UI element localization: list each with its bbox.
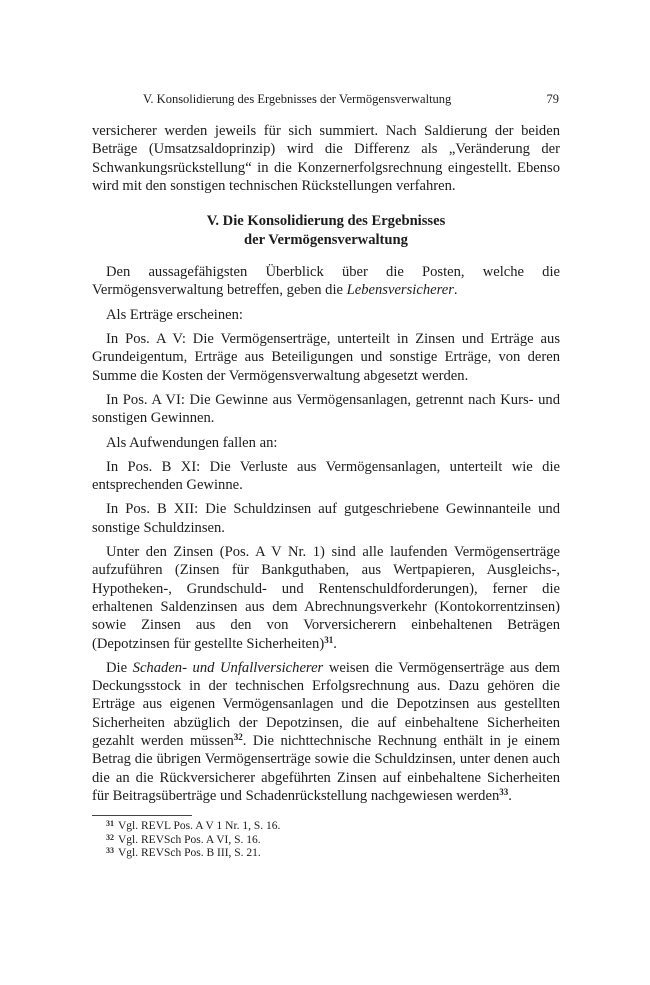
section-heading [92, 212, 560, 250]
page-body [92, 122, 560, 861]
running-header [143, 92, 559, 107]
paragraph-ertraege-intro: Als Erträge erscheinen: [106, 306, 243, 323]
section-heading-line1: V. Die Konsolidierung des Ergebnisses [206, 213, 446, 230]
paragraph-pos-av: In Pos. A V: Die Vermögenserträge, unterteilt in Zinsen und Erträge aus Grundeigentum, Erträge aus Beteiligungen und sonstige Erträge, von deren Summe die Kosten der Vermögensverwaltung abgesetzt werden. [92, 331, 560, 384]
paragraph-aufwendungen-intro: Als Aufwendungen fallen an: [106, 434, 278, 451]
page-number: 79 [546, 92, 559, 106]
paragraph-zinsen: Unter den Zinsen (Pos. A V Nr. 1) sind alle laufenden Vermögenserträge aufzuführen (Zinsen für Bankguthaben, aus Wertpapieren, Ausgleichs-, Hypotheken-, Grundschuld- und Rentenschuldforderungen), ferner die erhaltenen Saldenzinsen aus dem Abrechnungsverkehr (Kontokorrentzinsen) sowie Zinsen aus den von Vorversicherern einbehaltenen Beträgen (Depotzinsen für gestellte Sicherheiten)$^{31}$. [92, 544, 560, 652]
paragraph-overview: Den aussagefähigsten Überblick über die Posten, welche die Vermögensverwaltung betreffen, geben die Lebensversicherer. [92, 264, 560, 299]
footnote-ref-31[interactable]: 31 [324, 634, 334, 645]
paragraph-pos-bxi: In Pos. B XI: Die Verluste aus Vermögensanlagen, unterteilt wie die entsprechenden Gewinne. [92, 458, 560, 494]
footnote-item: $^{33}$ Vgl. REVSch Pos. B III, S. 21. [106, 846, 261, 860]
footnotes [92, 820, 560, 861]
running-title: V. Konsolidierung des Ergebnisses der Vermögensverwaltung [143, 92, 452, 106]
paragraph-intro: versicherer werden jeweils für sich summiert. Nach Saldierung der beiden Beträge (Umsatzsaldoprinzip) wird die Differenz als „Veränderung der Schwankungsrückstellung“ in die Konzernerfolgsrechnung eingestellt. Ebenso wird mit den sonstigen technischen Rückstellungen verfahren. [92, 123, 560, 194]
footnote-divider [92, 815, 192, 816]
paragraph-schadenversicherer: Die Schaden- und Unfallversicherer weisen die Vermögenserträge aus dem Deckungsstock in der technischen Erfolgsrechnung aus. Dazu gehören die Erträge aus eigenen Vermögensanlagen und die Depotzinsen aus gestellten Sicherheiten abzüglich der Depotzinsen, die auf einbehaltene Sicherheiten gezahlt werden müssen$^{32}$. Die nichttechnische Rechnung enthält in je einem Betrag die übrigen Vermögenserträge sowie die Schuldzinsen, unter denen auch die an die Rückversicherer abgeführten Zinsen auf einbehaltene Sicherheiten für Beitragsüberträge und Schadenrückstellung nachgewiesen werden$^{33}$. [92, 659, 560, 804]
paragraph-pos-avi: In Pos. A VI: Die Gewinne aus Vermögensanlagen, getrennt nach Kurs- und sonstigen Gewinnen. [92, 391, 560, 427]
section-heading-line2: der Vermögensverwaltung [244, 232, 408, 249]
footnote-item: $^{32}$ Vgl. REVSch Pos. A VI, S. 16. [106, 832, 261, 846]
footnote-ref-33[interactable]: 33 [499, 786, 509, 797]
footnote-item: $^{31}$ Vgl. REVL Pos. A V 1 Nr. 1, S. 16. [106, 819, 281, 833]
emphasis-lebensversicherer: Lebensversicherer [346, 282, 454, 299]
footnote-ref-32[interactable]: 32 [233, 732, 243, 743]
paragraph-pos-bxii: In Pos. B XII: Die Schuldzinsen auf gutgeschriebene Gewinnanteile und sonstige Schuldzinsen. [92, 501, 560, 536]
emphasis-schadenversicherer: Schaden- und Unfallversicherer [132, 659, 324, 676]
